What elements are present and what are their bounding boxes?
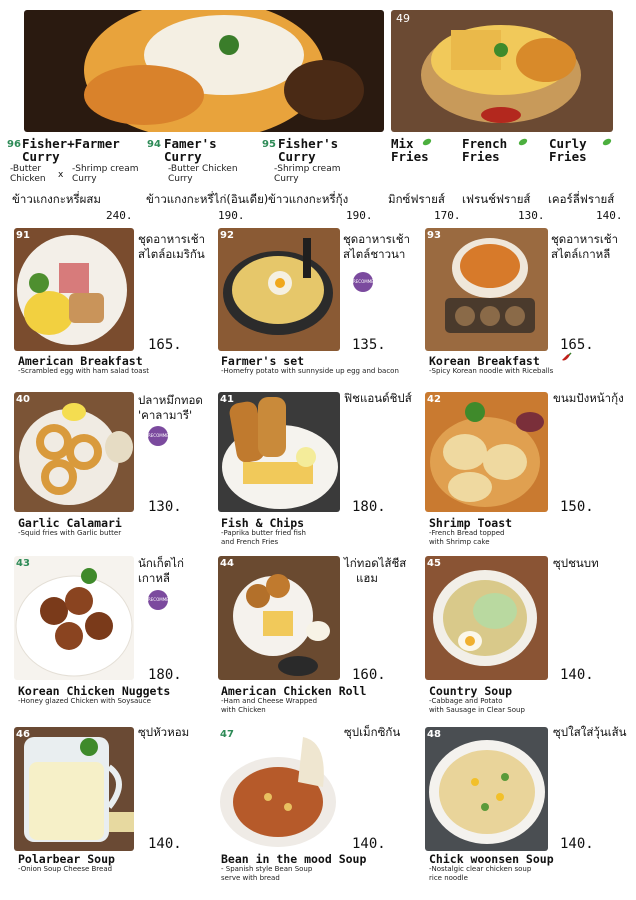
- item-price: 140.: [596, 209, 623, 222]
- item-thai-name: ชุดอาหารเช้า: [138, 232, 206, 246]
- item-price: 190.: [218, 209, 245, 222]
- item-thai-name: ไก่ทอดไส้ชีส: [344, 556, 407, 570]
- item-description: -Nostalgic clear chicken soup: [429, 865, 532, 873]
- item-name: Shrimp Toast: [429, 516, 513, 530]
- item-thai-name: นักเก็ตไก่: [138, 556, 184, 570]
- item-thai-name: ซุปหัวหอม: [138, 725, 190, 739]
- item-thai-name: เฟรนช์ฟรายส์: [462, 192, 531, 206]
- item-price: 165.: [148, 337, 182, 353]
- item-thai-name: ซุปเม็กซิกัน: [344, 725, 401, 739]
- item-name: Farmer's set: [221, 354, 305, 368]
- item-name: Mix: [391, 136, 414, 151]
- item-name-line2: Fries: [391, 149, 429, 164]
- item-name: Korean Breakfast: [429, 354, 540, 368]
- item-thai-name: ข้าวแกงกะหรี่ผสม: [12, 192, 102, 206]
- item-number: 47: [220, 729, 234, 740]
- item-thai-name-line2: เกาหลี: [138, 571, 170, 585]
- item-thai-name: ข้าวแกงกะหรี่ไก่(อินเดีย): [146, 192, 269, 206]
- farmers-set-photo: [218, 228, 340, 351]
- item-name-line2: Fries: [549, 149, 587, 164]
- item-name: American Chicken Roll: [221, 684, 367, 698]
- item-price: 135.: [352, 337, 386, 353]
- item-number: 46: [16, 729, 30, 740]
- item-price: 140.: [560, 667, 594, 683]
- item-description: - Spanish style Bean Soup: [221, 865, 313, 873]
- item-number: 44: [220, 558, 234, 569]
- item-price: 180.: [352, 499, 386, 515]
- item-price: 160.: [352, 667, 386, 683]
- item-name: Garlic Calamari: [18, 516, 122, 530]
- item-name: Country Soup: [429, 684, 513, 698]
- item-number: 95: [262, 139, 276, 150]
- vegetarian-leaf-icon: [602, 138, 612, 146]
- item-number: 92: [220, 230, 234, 241]
- item-thai-name: ปลาหมึกทอด: [138, 393, 203, 407]
- item-name: Fish & Chips: [221, 516, 305, 530]
- korean-chicken-nuggets-photo: [14, 556, 134, 680]
- fish-and-chips-photo: [218, 392, 340, 512]
- item-name-line2: Fries: [462, 149, 500, 164]
- item-thai-name: ข้าวแกงกะหรี่กุ้ง: [268, 192, 349, 206]
- item-thai-name-line2: แฮม: [356, 571, 379, 585]
- item-price: 140.: [352, 836, 386, 852]
- item-number: 48: [427, 729, 441, 740]
- item-price: 140.: [560, 836, 594, 852]
- fries-photo: [391, 10, 613, 132]
- item-option: -Shrimp cream Curry: [274, 164, 341, 184]
- item-thai-name-line2: สไตล์ชาวนา: [343, 247, 406, 261]
- item-thai-name: ชุดอาหารเช้า: [551, 232, 619, 246]
- item-description: -Homefry potato with sunnyside up egg and bacon: [221, 367, 399, 375]
- spicy-chili-icon: [560, 352, 572, 362]
- item-description-line2: with Sausage in Clear Soup: [429, 706, 525, 714]
- chick-woonsen-soup-photo: [425, 727, 548, 851]
- vegetarian-leaf-icon: [422, 138, 432, 146]
- item-name: Polarbear Soup: [18, 852, 115, 866]
- item-name: Chick woonsen Soup: [429, 852, 554, 866]
- item-option: -Shrimp cream Curry: [72, 164, 139, 184]
- item-number: 45: [427, 558, 441, 569]
- item-description-line2: with Chicken: [221, 706, 266, 714]
- item-name-line2: Curry: [22, 149, 60, 164]
- item-thai-name: ซุปใสใส่วุ้นเส้น: [553, 725, 627, 739]
- recommended-badge: RECOMMENDED: [148, 590, 168, 610]
- shrimp-toast-photo: [425, 392, 548, 512]
- item-number: 96: [7, 139, 21, 150]
- item-price: 240.: [106, 209, 133, 222]
- item-thai-name: ขนมปังหน้ากุ้ง: [553, 391, 624, 405]
- item-description: -Honey glazed Chicken with Soysauce: [18, 697, 151, 705]
- item-thai-name-line2: สไตล์อเมริกัน: [138, 247, 205, 261]
- item-description: -Paprika butter fried fish: [221, 529, 306, 537]
- item-description: -Squid fries with Garlic butter: [18, 529, 122, 537]
- fries-number: 49: [396, 12, 410, 25]
- item-price: 165.: [560, 337, 594, 353]
- item-price: 130.: [518, 209, 545, 222]
- item-name: American Breakfast: [18, 354, 143, 368]
- item-description: -Ham and Cheese Wrapped: [221, 697, 318, 705]
- item-name: Fisher+Farmer: [22, 136, 120, 151]
- bean-soup-photo: [218, 727, 340, 851]
- item-name: French: [462, 136, 508, 151]
- korean-breakfast-photo: [425, 228, 548, 351]
- item-description: -Cabbage and Potato: [429, 697, 503, 705]
- item-thai-name: เคอร์ลี่ฟรายส์: [548, 192, 615, 206]
- item-description-line2: serve with bread: [221, 874, 280, 882]
- item-price: 190.: [346, 209, 373, 222]
- item-option: -Butter Chicken Curry: [168, 164, 238, 184]
- item-description: -Scrambled egg with ham salad toast: [18, 367, 149, 375]
- item-description-line2: and French Fries: [221, 538, 279, 546]
- item-price: 130.: [148, 499, 182, 515]
- item-number: 42: [427, 394, 441, 405]
- item-name: Curly: [549, 136, 587, 151]
- item-thai-name: มิกซ์ฟรายส์: [388, 192, 445, 206]
- item-number: 91: [16, 230, 30, 241]
- item-name: Famer's: [164, 136, 217, 151]
- item-name: Fisher's: [278, 136, 339, 151]
- item-name: Korean Chicken Nuggets: [18, 684, 171, 698]
- item-number: 41: [220, 394, 234, 405]
- item-price: 170.: [434, 209, 461, 222]
- item-thai-name: ซุปชนบท: [553, 556, 599, 570]
- recommended-badge: RECOMMENDED: [353, 272, 373, 292]
- item-name-line2: Curry: [278, 149, 316, 164]
- item-description: -Onion Soup Cheese Bread: [18, 865, 113, 873]
- curry-photo: [24, 10, 384, 132]
- item-thai-name: ฟิชแอนด์ชิปส์: [344, 391, 412, 405]
- item-option: -Butter Chicken: [10, 164, 46, 184]
- country-soup-photo: [425, 556, 548, 680]
- item-number: 93: [427, 230, 441, 241]
- recommended-badge: RECOMMENDED: [148, 426, 168, 446]
- item-price: 180.: [148, 667, 182, 683]
- item-price: 140.: [148, 836, 182, 852]
- vegetarian-leaf-icon: [518, 138, 528, 146]
- american-breakfast-photo: [14, 228, 134, 351]
- garlic-calamari-photo: [14, 392, 134, 512]
- item-description: -French Bread topped: [429, 529, 505, 537]
- item-thai-name-line2: 'คาลามารี': [138, 408, 193, 422]
- item-number: 43: [16, 558, 30, 569]
- item-description: -Spicy Korean noodle with Riceballs: [429, 367, 554, 375]
- american-chicken-roll-photo: [218, 556, 340, 680]
- item-description-line2: with Shrimp cake: [429, 538, 490, 546]
- item-name: Bean in the mood Soup: [221, 852, 367, 866]
- item-thai-name-line2: สไตล์เกาหลี: [551, 247, 611, 261]
- item-number: 94: [147, 139, 161, 150]
- item-name-line2: Curry: [164, 149, 202, 164]
- item-number: 40: [16, 394, 30, 405]
- polarbear-soup-photo: [14, 727, 134, 851]
- item-thai-name: ชุดอาหารเช้า: [343, 232, 411, 246]
- option-separator: x: [58, 170, 64, 180]
- item-price: 150.: [560, 499, 594, 515]
- item-description-line2: rice noodle: [429, 874, 468, 882]
